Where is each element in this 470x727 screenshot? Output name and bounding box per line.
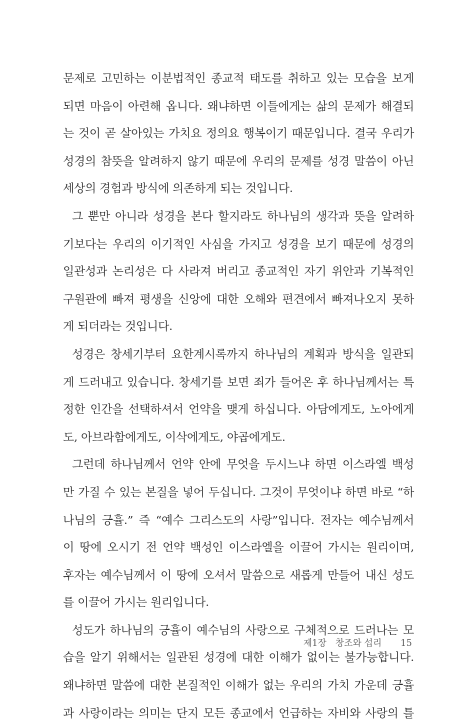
text-line: 그 뿐만 아니라 성경을 본다 할지라도 하나님의 생각과 뜻을 알려하 [72, 208, 414, 223]
page-footer [297, 636, 412, 649]
text-line: 게 되더라는 것입니다. [63, 319, 173, 334]
text-line: 나님의 긍휼.” 즉 “예수 그리스도의 사랑”입니다. 전자는 예수님께서 [63, 512, 414, 527]
text-line: 일관성과 논리성은 다 사라져 버리고 종교적인 자기 위안과 기복적인 [63, 264, 414, 279]
body-text [63, 65, 414, 727]
text-line: 는 것이 곧 살아있는 가치요 정의요 행복이기 때문입니다. 결국 우리가 [63, 126, 414, 141]
page-number: 15 [400, 639, 412, 649]
text-line: 후자는 예수님께서 이 땅에 오셔서 말씀으로 새롭게 만들어 내신 성도 [63, 567, 414, 582]
text-line: 성도가 하나님의 긍휼이 예수님의 사랑으로 구체적으로 드러나는 모 [72, 622, 414, 637]
text-line: 만 가질 수 있는 본질을 넣어 두십니다. 그것이 무엇이냐 하면 바로 “하 [63, 484, 414, 499]
text-line: 성경의 참뜻을 알려하지 않기 때문에 우리의 문제를 성경 말씀이 아닌 [63, 153, 414, 168]
text-line: 이 땅에 오시기 전 언약 백성인 이스라엘을 이끌어 가시는 원리이며, [63, 540, 414, 555]
text-line: 게 드러내고 있습니다. 창세기를 보면 죄가 들어온 후 하나님께서는 특 [63, 374, 414, 389]
text-line: 과 사랑이라는 의미는 단지 모든 종교에서 언급하는 자비와 사랑의 틀 [63, 705, 414, 720]
text-line: 습을 알기 위해서는 일관된 성경에 대한 이해가 없이는 불가능합니다. [63, 650, 414, 665]
text-line: 성경은 창세기부터 요한계시록까지 하나님의 계획과 방식을 일관되 [72, 346, 414, 361]
text-line: 를 이끌어 가시는 원리입니다. [63, 595, 209, 610]
text-line: 정한 인간을 선택하셔서 언약을 맺게 하십니다. 아담에게도, 노아에게 [63, 402, 414, 417]
text-line: 도, 아브라함에게도, 이삭에게도, 야곱에게도. [63, 429, 286, 444]
text-line: 문제로 고민하는 이분법적인 종교적 태도를 취하고 있는 모습을 보게 [63, 71, 414, 85]
text-line: 왜냐하면 말씀에 대한 본질적인 이해가 없는 우리의 가치 가운데 긍휼 [63, 678, 414, 693]
chapter-label: 제1장 [303, 639, 327, 649]
text-line: 그런데 하나님께서 언약 안에 무엇을 두시느냐 하면 이스라엘 백성 [72, 457, 414, 472]
text-line: 되면 마음이 아련해 옵니다. 왜냐하면 이들에게는 삶의 문제가 해결되 [63, 98, 414, 113]
text-line: 세상의 경험과 방식에 의존하게 되는 것입니다. [63, 181, 293, 196]
text-line: 기보다는 우리의 이기적인 사심을 가지고 성경을 보기 때문에 성경의 [63, 236, 414, 251]
text-line: 구원관에 빠져 평생을 신앙에 대한 오해와 편견에서 빠져나오지 못하 [63, 291, 414, 306]
section-title: 창조와 섭리 [335, 639, 382, 649]
